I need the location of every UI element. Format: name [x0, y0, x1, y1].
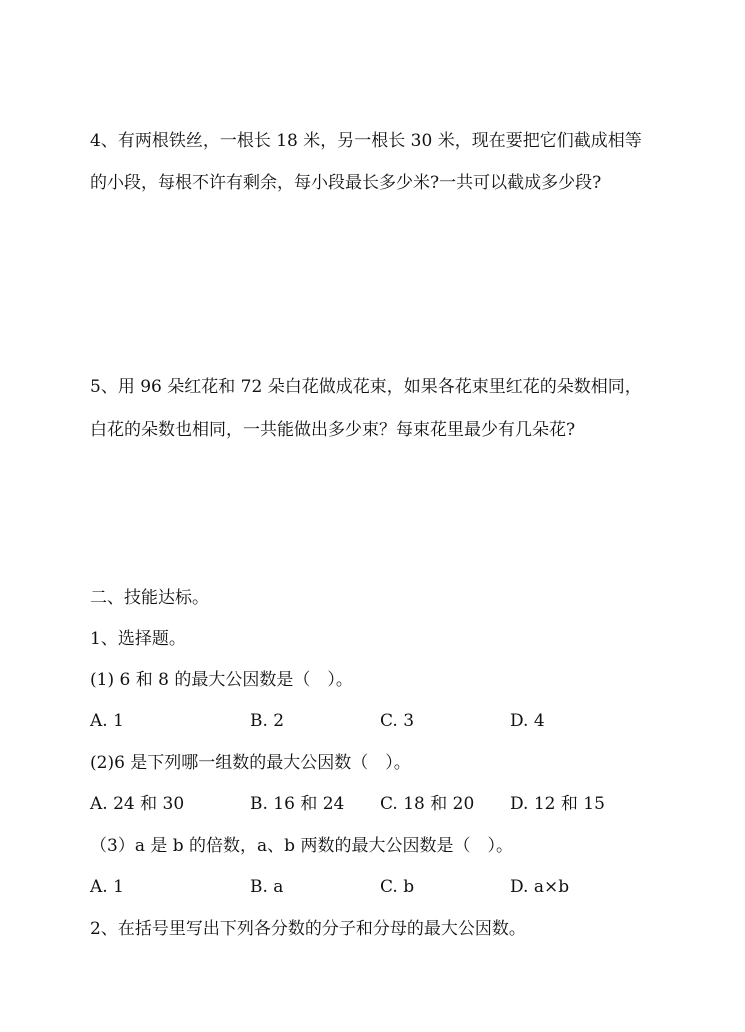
option-d: D. 4 [510, 711, 545, 731]
option-c: C. 18 和 20 [380, 794, 475, 814]
problem-4-line-1: 4、有两根铁丝，一根长 18 米，另一根长 30 米，现在要把它们截成相等 [90, 131, 642, 151]
question-2-title: 2、在括号里写出下列各分数的分子和分母的最大公因数。 [90, 919, 526, 939]
option-d: D. 12 和 15 [510, 794, 605, 814]
option-a: A. 1 [90, 877, 124, 897]
subquestion-1: (1) 6 和 8 的最大公因数是（ ）。 [90, 670, 353, 690]
problem-5-line-1: 5、用 96 朵红花和 72 朵白花做成花束，如果各花束里红花的朵数相同， [90, 377, 642, 397]
subquestion-3: （3）a 是 b 的倍数，a、b 两数的最大公因数是（ ）。 [90, 836, 513, 856]
subquestion-2: (2)6 是下列哪一组数的最大公因数（ ）。 [90, 753, 411, 773]
section-heading: 二、技能达标。 [90, 588, 209, 608]
question-1-title: 1、选择题。 [90, 629, 186, 649]
problem-5-line-2: 白花的朵数也相同，一共能做出多少束？每束花里最少有几朵花? [90, 420, 576, 440]
option-c: C. 3 [380, 711, 415, 731]
problem-4-line-2: 的小段，每根不许有剩余，每小段最长多少米?一共可以截成多少段? [90, 173, 602, 193]
option-a: A. 1 [90, 711, 124, 731]
option-a: A. 24 和 30 [90, 794, 185, 814]
option-b: B. 16 和 24 [250, 794, 345, 814]
option-b: B. a [250, 877, 284, 897]
option-c: C. b [380, 877, 415, 897]
option-b: B. 2 [250, 711, 285, 731]
option-d: D. a×b [510, 877, 570, 897]
